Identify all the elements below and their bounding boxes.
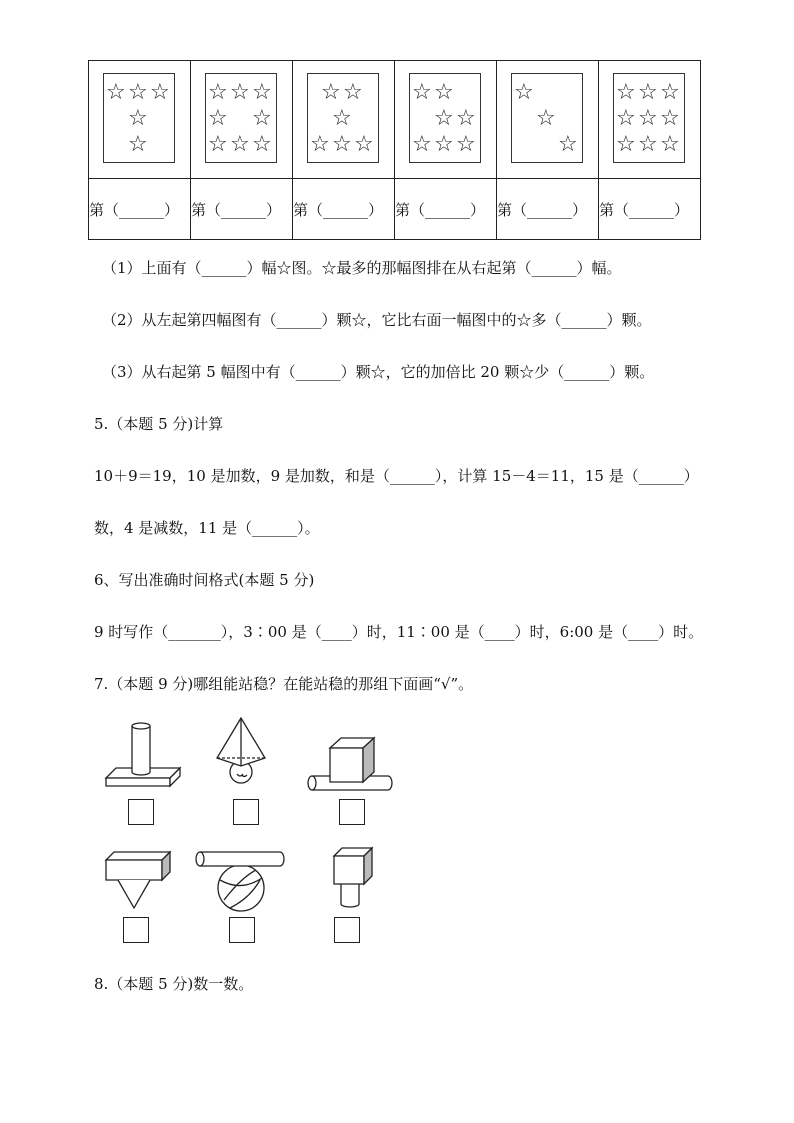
- star-icon: ☆: [332, 132, 352, 157]
- star-picture-2: [205, 73, 277, 163]
- star-icon: ☆: [616, 132, 636, 157]
- box-on-cone-figure: [106, 852, 170, 908]
- picture-cell-5: [497, 61, 599, 179]
- position-label-1[interactable]: 第（______）: [89, 179, 191, 240]
- star-icon: ☆: [208, 132, 228, 157]
- star-icon: ☆: [536, 106, 556, 131]
- star-pictures-table: [88, 60, 701, 240]
- star-icon: ☆: [252, 106, 272, 131]
- q8-title: 8.（本题 5 分)数一数。: [94, 975, 254, 993]
- star-picture-1: [103, 73, 175, 163]
- star-icon: ☆: [514, 80, 534, 105]
- star-icon: ☆: [128, 80, 148, 105]
- star-icon: ☆: [252, 80, 272, 105]
- star-icon: ☆: [638, 106, 658, 131]
- star-picture-6: [613, 73, 685, 163]
- star-icon: ☆: [434, 80, 454, 105]
- labels-row: [89, 179, 701, 240]
- star-icon: ☆: [310, 132, 330, 157]
- q4-part-2: （2）从左起第四幅图有（______）颗☆，它比右面一幅图中的☆多（______）颗。: [102, 311, 652, 329]
- answer-box-6[interactable]: [334, 917, 360, 943]
- star-icon: ☆: [434, 132, 454, 157]
- cube-on-upright-cylinder-figure: [334, 848, 372, 907]
- answer-box-2[interactable]: [233, 799, 259, 825]
- star-icon: ☆: [208, 80, 228, 105]
- picture-cell-3: [293, 61, 395, 179]
- cylinder-on-board-figure: [106, 723, 180, 786]
- position-label-6[interactable]: 第（______）: [599, 179, 701, 240]
- star-icon: ☆: [638, 80, 658, 105]
- star-icon: ☆: [106, 80, 126, 105]
- picture-cell-6: [599, 61, 701, 179]
- star-icon: ☆: [208, 106, 228, 131]
- picture-cell-4: [395, 61, 497, 179]
- answer-box-4[interactable]: [123, 917, 149, 943]
- star-icon: ☆: [434, 106, 454, 131]
- q6-title: 6、写出准确时间格式(本题 5 分): [94, 571, 315, 589]
- star-icon: ☆: [638, 132, 658, 157]
- pyramid-on-ball-figure: [217, 718, 265, 783]
- q4-part-1: （1）上面有（______）幅☆图。☆最多的那幅图排在从右起第（______）幅。: [102, 259, 622, 277]
- star-icon: ☆: [558, 132, 578, 157]
- star-icon: ☆: [343, 80, 363, 105]
- position-label-4[interactable]: 第（______）: [395, 179, 497, 240]
- q4-part-3: （3）从右起第 5 幅图中有（______）颗☆，它的加倍比 20 颗☆少（______）颗。: [102, 363, 655, 381]
- answer-box-5[interactable]: [229, 917, 255, 943]
- star-icon: ☆: [354, 132, 374, 157]
- cube-on-cylinder-figure: [308, 738, 392, 790]
- star-icon: ☆: [252, 132, 272, 157]
- star-picture-5: [511, 73, 583, 163]
- star-icon: ☆: [660, 132, 680, 157]
- answer-box-1[interactable]: [128, 799, 154, 825]
- star-icon: ☆: [128, 106, 148, 131]
- star-icon: ☆: [616, 80, 636, 105]
- star-icon: ☆: [150, 80, 170, 105]
- star-picture-3: [307, 73, 379, 163]
- star-picture-4: [409, 73, 481, 163]
- star-icon: ☆: [456, 106, 476, 131]
- position-label-2[interactable]: 第（______）: [191, 179, 293, 240]
- star-icon: ☆: [616, 106, 636, 131]
- q5-line-2: 数，4 是减数，11 是（______）。: [94, 519, 320, 537]
- star-icon: ☆: [321, 80, 341, 105]
- star-icon: ☆: [660, 106, 680, 131]
- star-icon: ☆: [412, 132, 432, 157]
- answer-box-3[interactable]: [339, 799, 365, 825]
- position-label-3[interactable]: 第（______）: [293, 179, 395, 240]
- pictures-row: [89, 61, 701, 179]
- q5-title: 5.（本题 5 分)计算: [94, 415, 224, 433]
- star-icon: ☆: [332, 106, 352, 131]
- stability-figures: [98, 712, 398, 952]
- position-label-5[interactable]: 第（______）: [497, 179, 599, 240]
- star-icon: ☆: [660, 80, 680, 105]
- picture-cell-2: [191, 61, 293, 179]
- star-icon: ☆: [128, 132, 148, 157]
- star-icon: ☆: [230, 132, 250, 157]
- star-icon: ☆: [412, 80, 432, 105]
- picture-cell-1: [89, 61, 191, 179]
- cylinder-on-ball-figure: [196, 852, 284, 911]
- star-icon: ☆: [456, 132, 476, 157]
- q5-line-1: 10＋9＝19，10 是加数，9 是加数，和是（______），计算 15－4＝11，15 是（______）: [94, 467, 699, 485]
- q7-title: 7.（本题 9 分)哪组能站稳？在能站稳的那组下面画“√”。: [94, 675, 474, 693]
- star-icon: ☆: [230, 80, 250, 105]
- q6-line-1: 9 时写作（_______），3∶00 是（____）时，11∶00 是（____）时，6:00 是（____）时。: [94, 623, 704, 641]
